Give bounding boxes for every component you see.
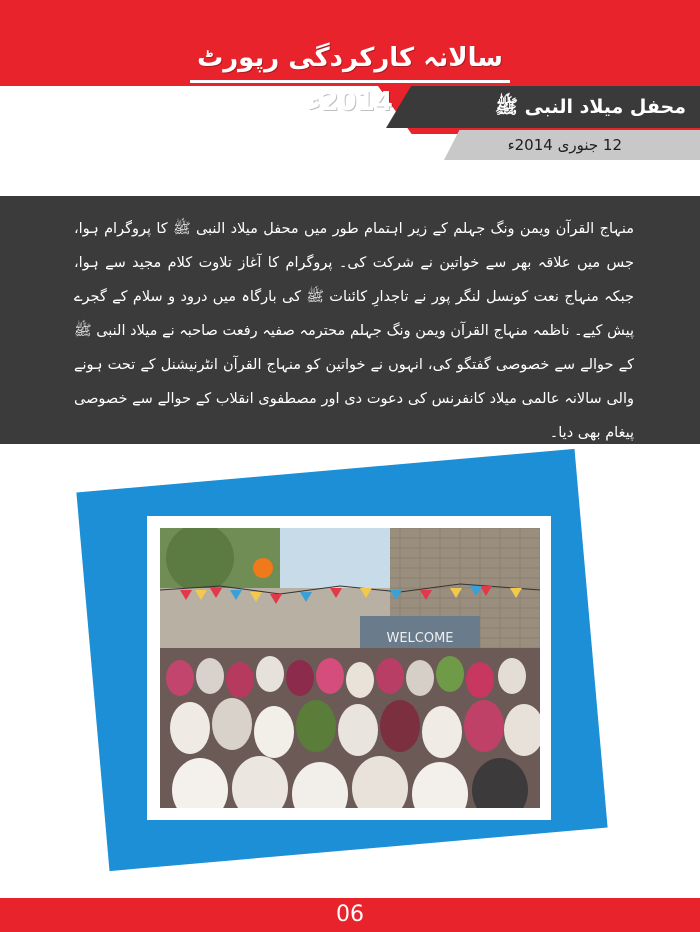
- event-photo-illustration: [160, 528, 540, 808]
- event-title: محفل میلاد النبی ﷺ: [495, 96, 686, 118]
- photo-banner-text: WELCOME: [386, 631, 454, 646]
- title-underline: [190, 80, 510, 83]
- event-date: 12 جنوری 2014ء: [507, 136, 622, 154]
- event-photo: [160, 528, 540, 808]
- report-paragraph: منہاج القرآن ویمن ونگ جہلم کے زیر اہتمام طور میں محفل میلاد النبی ﷺ کا پروگرام ہوا، جس میں علاقہ بھر سے خواتین نے شرکت کی۔ پروگرام کا آغاز تلاوت کلام مجید سے ہوا، جبکہ منہاج نعت کونسل لنگر پور نے تاجدارِ کائنات ﷺ کی بارگاہ میں درود و سلام کے گجرے پیش کیے۔ ناظمہ منہاج القرآن ویمن ونگ جہلم محترمہ صفیہ رفعت صاحبہ نے میلاد النبی ﷺ کے حوالے سے خصوصی گفتگو کی، انہوں نے خواتین کو منہاج القرآن انٹرنیشنل کے تحت ہونے والی سالانہ عالمی میلاد کانفرنس کی دعوت دی اور مصطفوی انقلاب کے حوالے سے خصوصی پیغام بھی دیا۔: [74, 221, 634, 441]
- page-number: 06: [336, 902, 364, 927]
- page-title: سالانہ کارکردگی رپورٹ 2014ء: [197, 43, 503, 117]
